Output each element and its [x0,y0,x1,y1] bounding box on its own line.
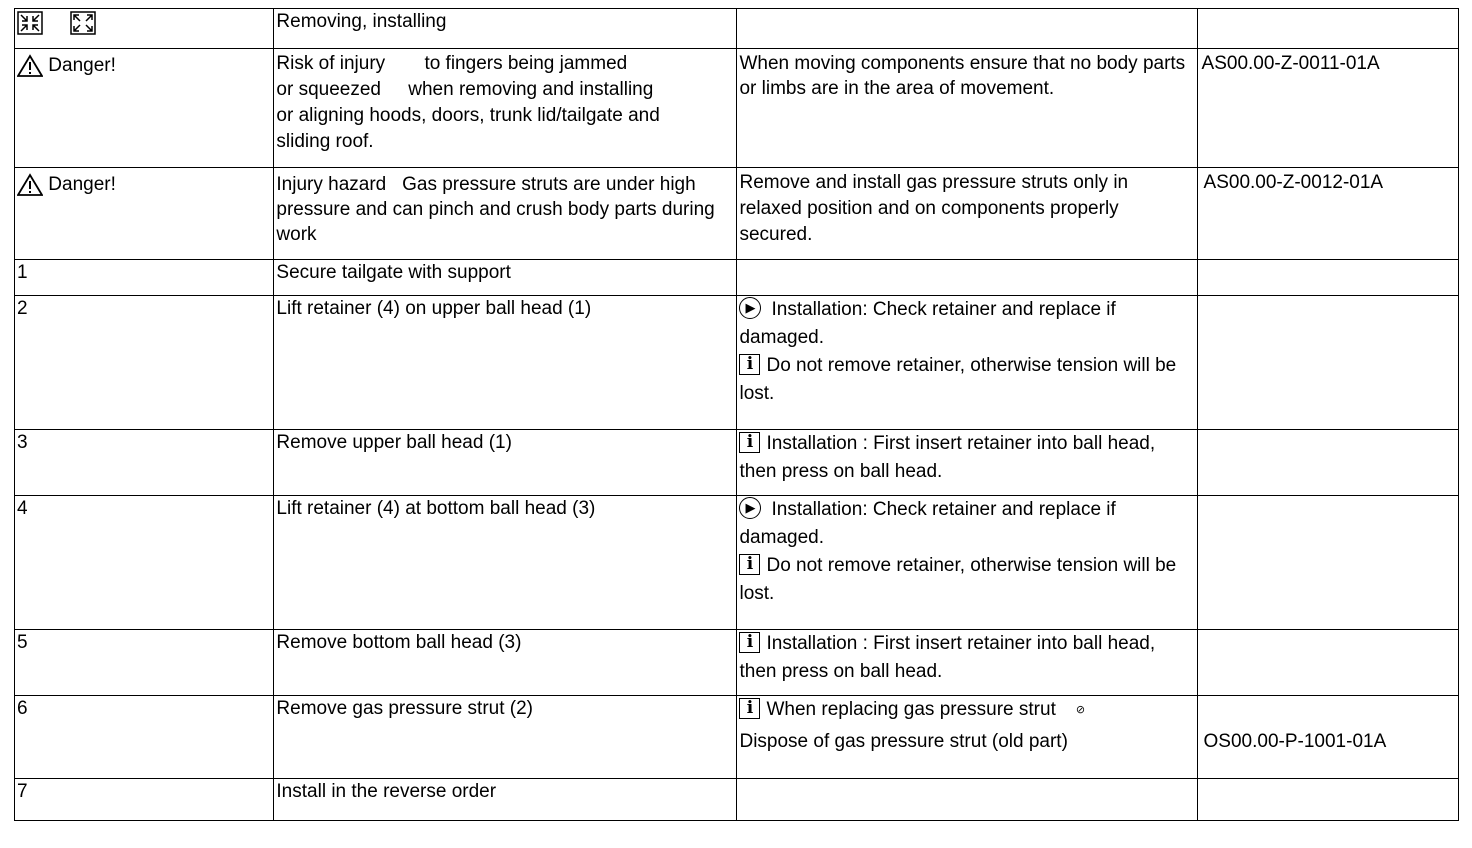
hazard-line: or squeezed [276,79,381,100]
step-number: 5 [15,630,274,696]
step-text: Remove bottom ball head (3) [274,630,737,696]
step-note: When replacing gas pressure strut [766,699,1056,721]
step-number: 2 [15,296,274,430]
document-ref[interactable]: OS00.00-P-1001-01A [1203,731,1387,752]
step-row [15,430,1459,496]
warning-icon [17,173,43,197]
info-icon: i [739,698,760,719]
hazard-title: Risk of injury [276,53,386,74]
hazard-line: sliding roof. [276,131,374,152]
document-ref[interactable]: AS00.00-Z-0012-01A [1203,172,1384,193]
step-row [15,496,1459,630]
info-icon: i [739,432,760,453]
hazard-detail: Gas pressure struts are under high pressure and can pinch and crush body parts during work [276,174,715,245]
hazard-line: when removing and installing [408,79,654,100]
procedure-table [14,8,1459,821]
remove-install-icon [17,11,43,35]
step-text: Lift retainer (4) at bottom ball head (3) [274,496,737,630]
installation-icon: ▶ [739,497,761,519]
step-note: Installation : First insert retainer into ball head, then press on ball head. [739,433,1156,482]
warning-icon [17,54,43,78]
danger-label: Danger! [48,174,116,195]
document-ref[interactable]: AS00.00-Z-0011-01A [1201,53,1380,74]
header-title: Removing, installing [274,9,737,49]
step-text: Remove gas pressure strut (2) [274,696,737,779]
header-icons-cell [15,9,274,49]
step-note: Do not remove retainer, otherwise tension will be lost. [739,355,1177,404]
hazard-line: or aligning hoods, doors, trunk lid/tailgate and [276,105,660,126]
step-row [15,296,1459,430]
step-row [15,696,1459,779]
step-text: Remove upper ball head (1) [274,430,737,496]
safety-measure: Remove and install gas pressure struts only in relaxed position and on components properly secured. [739,172,1129,245]
danger-label: Danger! [48,55,116,76]
remove-install-icon-2 [70,11,96,35]
step-number: 7 [15,779,274,821]
info-icon: i [739,354,760,375]
step-note: Do not remove retainer, otherwise tension will be lost. [739,555,1177,604]
environment-icon: ⊘ [1075,704,1086,716]
step-row [15,630,1459,696]
step-note: Installation : First insert retainer into ball head, then press on ball head. [739,633,1156,682]
hazard-title: Injury hazard [276,174,387,195]
info-icon: i [739,632,760,653]
info-icon: i [739,554,760,575]
step-note: Installation: Check retainer and replace if damaged. [739,299,1116,348]
step-text: Install in the reverse order [274,779,737,821]
safety-measure: When moving components ensure that no body parts or limbs are in the area of movement. [739,53,1186,99]
step-note: Dispose of gas pressure strut (old part) [739,731,1068,753]
warning-row [15,49,1459,168]
step-text: Secure tailgate with support [274,260,737,296]
step-row [15,779,1459,821]
header-row [15,9,1459,49]
step-number: 4 [15,496,274,630]
installation-icon: ▶ [739,297,761,319]
step-row [15,260,1459,296]
warning-row [15,168,1459,260]
step-number: 3 [15,430,274,496]
step-text: Lift retainer (4) on upper ball head (1) [274,296,737,430]
hazard-detail: to fingers being jammed [424,53,628,74]
step-number: 6 [15,696,274,779]
step-number: 1 [15,260,274,296]
step-note: Installation: Check retainer and replace if damaged. [739,499,1116,548]
